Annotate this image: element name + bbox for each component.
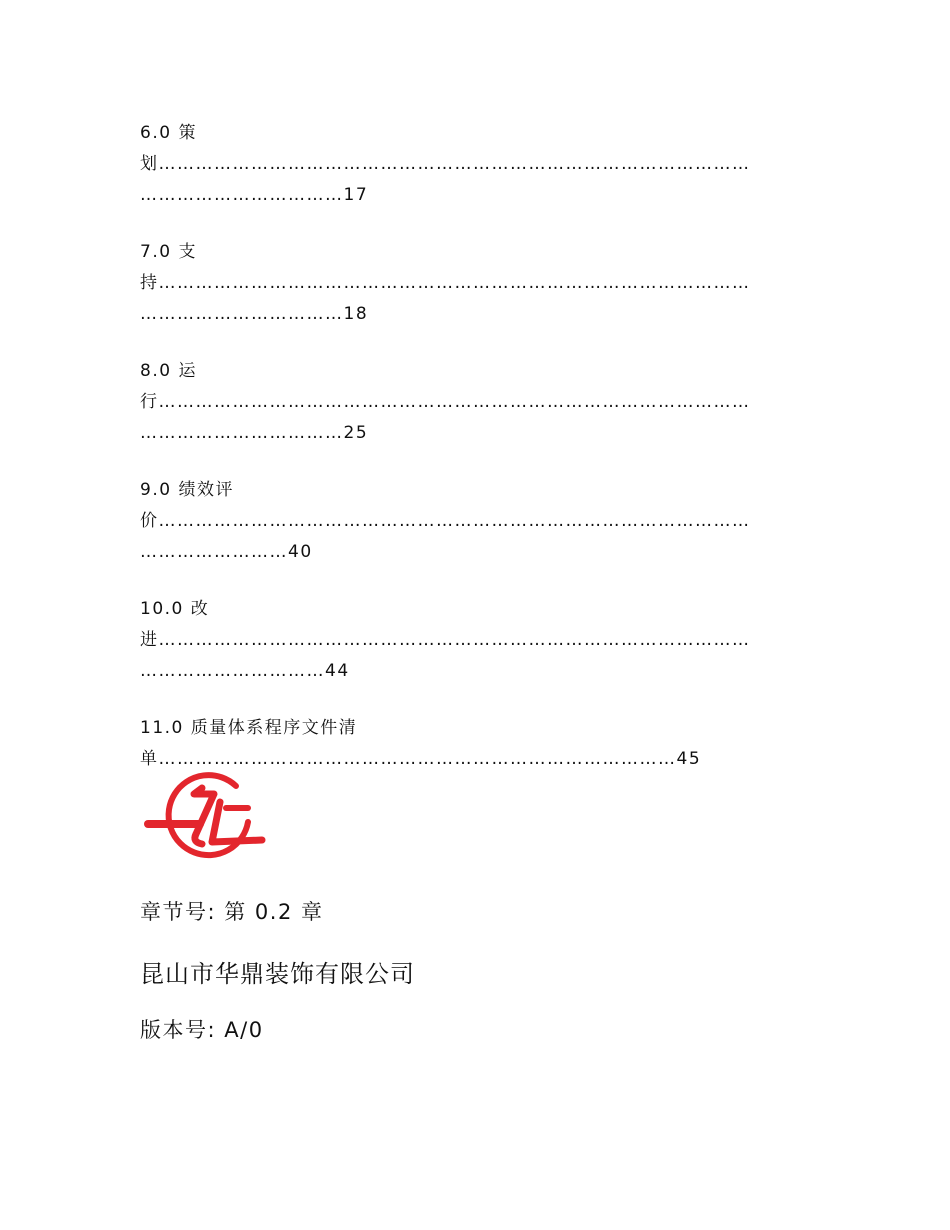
version-number: 版本号: A/0 <box>140 1018 264 1042</box>
company-logo-icon <box>140 764 270 864</box>
company-name: 昆山市华鼎装饰有限公司 <box>140 960 415 988</box>
toc-entry-8[interactable] <box>140 356 805 449</box>
toc-entry-6[interactable] <box>140 118 805 211</box>
chapter-number: 章节号: 第 0.2 章 <box>140 900 324 924</box>
toc-page-line: ……………………………17 <box>140 185 369 205</box>
toc-entry-9[interactable] <box>140 475 805 568</box>
toc-heading: 8.0 运 <box>140 361 197 381</box>
toc-heading: 6.0 策 <box>140 123 197 143</box>
toc-leader-line: 单…………………………………………………………………………45 <box>140 749 702 769</box>
toc-heading: 9.0 绩效评 <box>140 480 234 500</box>
toc-page-line: ……………………………25 <box>140 423 369 443</box>
toc-page-line: ……………………40 <box>140 542 313 562</box>
toc-page-line: ……………………………18 <box>140 304 369 324</box>
toc-leader-line: 行…………………………………………………………………………………… <box>140 392 751 412</box>
toc-entry-7[interactable] <box>140 237 805 330</box>
toc-leader-line: 进…………………………………………………………………………………… <box>140 630 751 650</box>
toc-heading: 7.0 支 <box>140 242 197 262</box>
toc-heading: 10.0 改 <box>140 599 210 619</box>
toc-heading: 11.0 质量体系程序文件清 <box>140 718 358 738</box>
toc-leader-line: 划…………………………………………………………………………………… <box>140 154 751 174</box>
toc-page-line: …………………………44 <box>140 661 350 681</box>
toc-leader-line: 持…………………………………………………………………………………… <box>140 273 751 293</box>
table-of-contents <box>140 118 805 801</box>
toc-leader-line: 价…………………………………………………………………………………… <box>140 511 751 531</box>
toc-entry-10[interactable] <box>140 594 805 687</box>
